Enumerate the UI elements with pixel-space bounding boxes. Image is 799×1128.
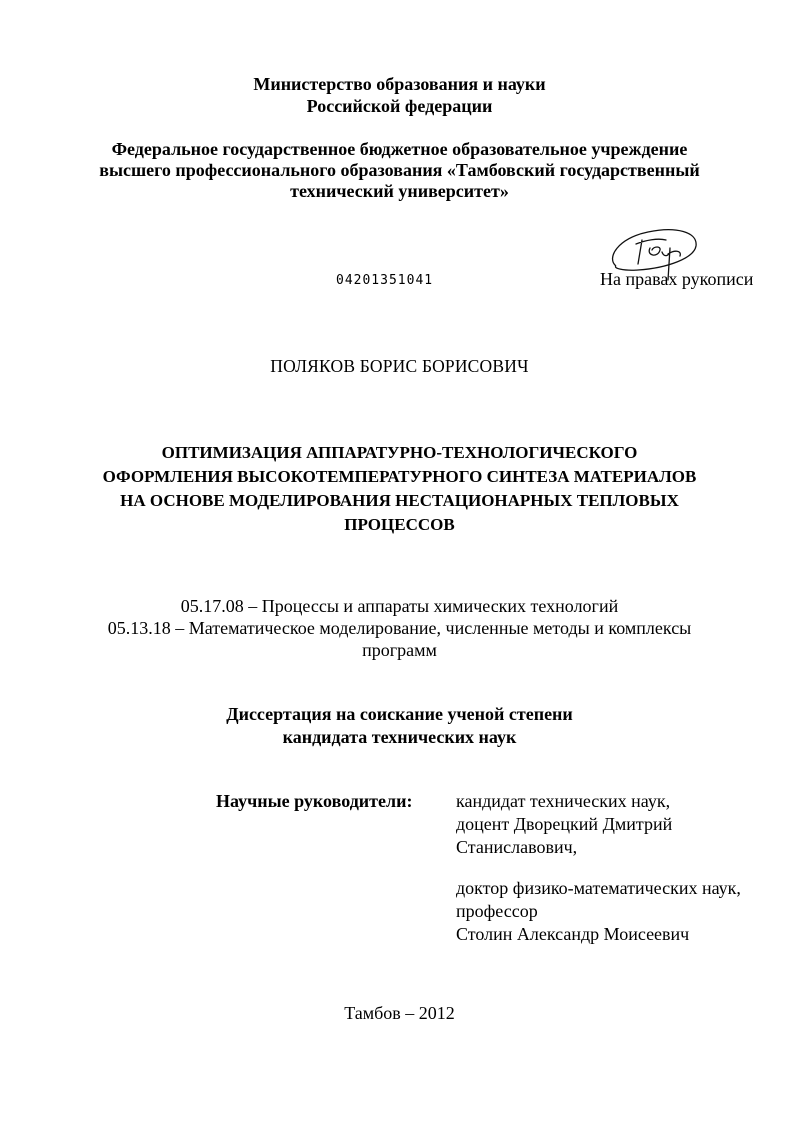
supervisor-second-line-3: Столин Александр Моисеевич (456, 924, 690, 944)
dissertation-title (0, 441, 799, 537)
institution-line-1: Федеральное государственное бюджетное образовательное учреждение (111, 139, 688, 159)
degree-line-2: кандидата технических наук (282, 727, 517, 747)
degree-line-1: Диссертация на соискание ученой степени (226, 704, 573, 724)
specialty-line-3: программ (362, 640, 437, 660)
supervisor-first (456, 790, 672, 859)
author-name: ПОЛЯКОВ БОРИС БОРИСОВИЧ (270, 356, 529, 376)
supervisor-second-line-2: профессор (456, 901, 538, 921)
title-line-3: НА ОСНОВЕ МОДЕЛИРОВАНИЯ НЕСТАЦИОНАРНЫХ ТЕПЛОВЫХ (120, 491, 679, 510)
supervisor-first-line-3: Станиславович, (456, 837, 578, 857)
supervisors-label: Научные руководители: (216, 791, 413, 811)
institution-line-2: высшего профессионального образования «Тамбовский государственный (99, 160, 700, 180)
title-line-4: ПРОЦЕССОВ (344, 515, 455, 534)
supervisor-second (456, 877, 741, 946)
specialty-line-2: 05.13.18 – Математическое моделирование, численные методы и комплексы (107, 618, 692, 638)
institution-heading (0, 139, 799, 202)
manuscript-note: На правах рукописи (600, 269, 754, 289)
specialties (0, 595, 799, 661)
city-year: Тамбов – 2012 (344, 1003, 455, 1023)
ministry-line-2: Российской федерации (306, 96, 493, 116)
degree-statement (0, 703, 799, 749)
supervisor-first-line-1: кандидат технических наук, (456, 791, 671, 811)
specialty-line-1: 05.17.08 – Процессы и аппараты химических технологий (180, 596, 619, 616)
supervisor-second-line-1: доктор физико-математических наук, (456, 878, 741, 898)
supervisor-first-line-2: доцент Дворецкий Дмитрий (456, 814, 673, 834)
document-number: 04201351041 (336, 273, 434, 288)
ministry-heading (0, 73, 799, 117)
institution-line-3: технический университет» (290, 181, 509, 201)
title-line-2: ОФОРМЛЕНИЯ ВЫСОКОТЕМПЕРАТУРНОГО СИНТЕЗА МАТЕРИАЛОВ (102, 467, 697, 486)
ministry-line-1: Министерство образования и науки (253, 74, 546, 94)
title-line-1: ОПТИМИЗАЦИЯ АППАРАТУРНО-ТЕХНОЛОГИЧЕСКОГО (161, 443, 638, 462)
